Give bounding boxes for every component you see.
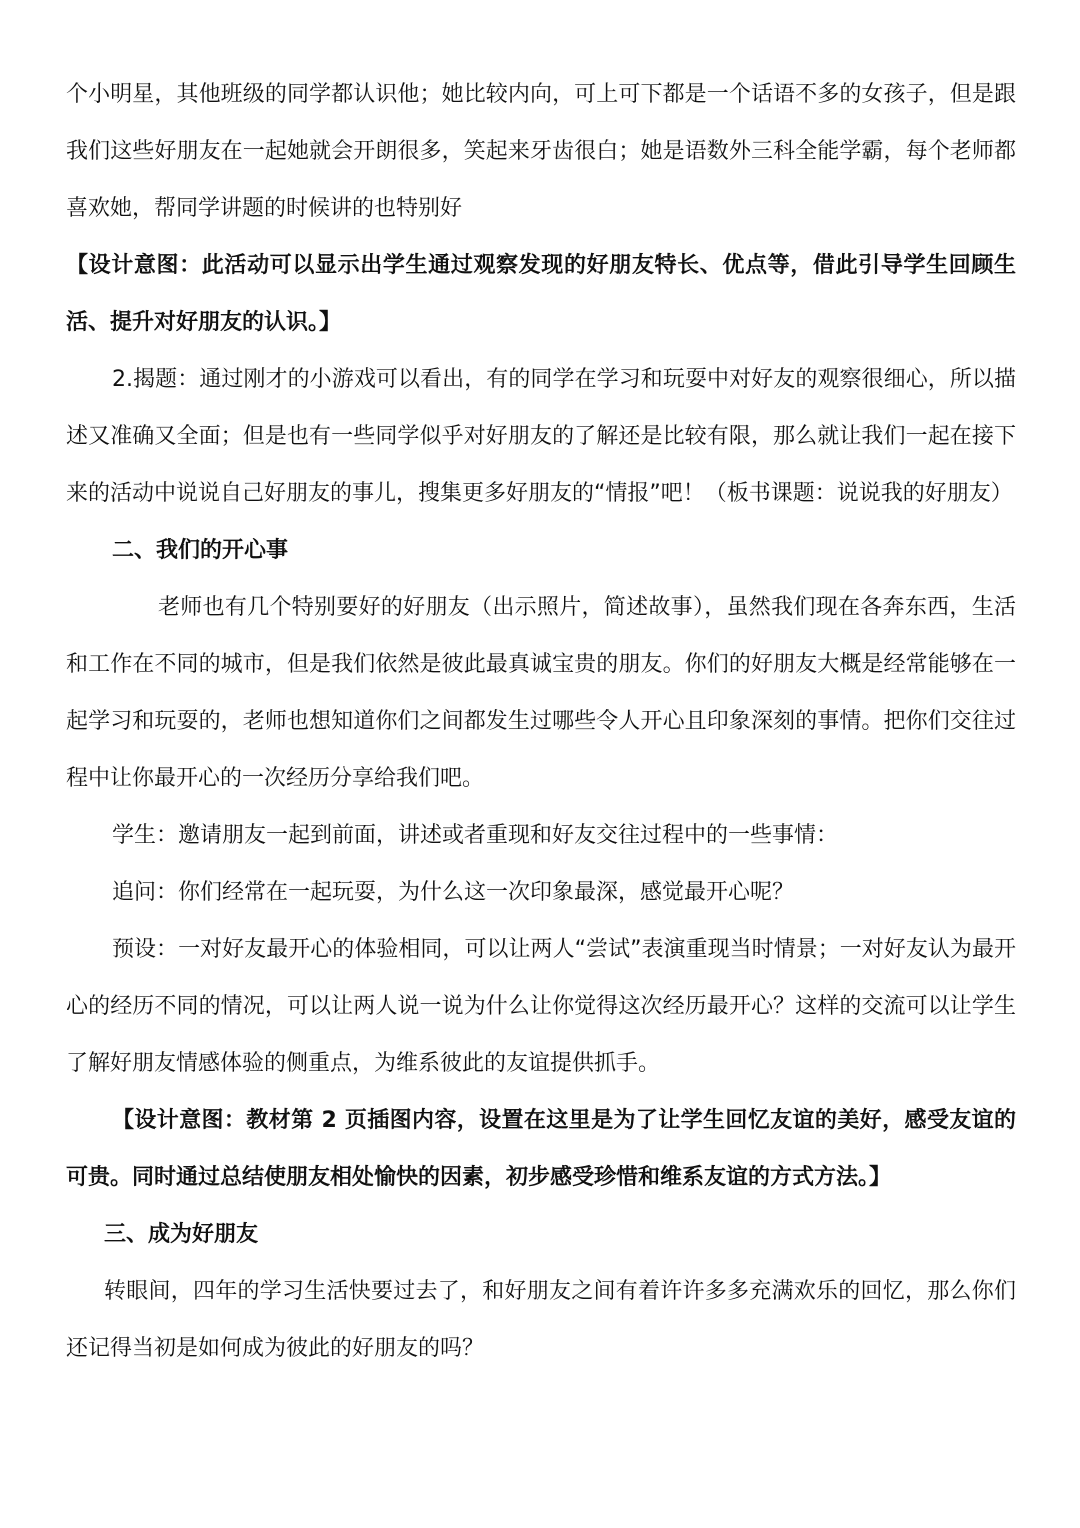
paragraph-students: 学生：邀请朋友一起到前面，讲述或者重现和好友交往过程中的一些事情： (112, 823, 839, 848)
paragraph-reveal-topic: 2.揭题：通过刚才的小游戏可以看出，有的同学在学习和玩耍中对好友的观察很细心，所以描述又准确又全面；但是也有一些同学似乎对好朋友的了解还是比较有限，那么就让我们一起在接下来的活动中说说自己好朋友的事儿，搜集更多好朋友的“情报”吧！（板书课题：说说我的好朋友） (66, 367, 1016, 506)
design-intent-note-1: 【设计意图：此活动可以显示出学生通过观察发现的好朋友特长、优点等，借此引导学生回顾生活、提升对好朋友的认识。】 (66, 253, 1016, 335)
section-heading-happy-things: 二、我们的开心事 (112, 538, 289, 563)
design-intent-note-2: 【设计意图：教材第 2 页插图内容，设置在这里是为了让学生回忆友谊的美好，感受友谊的可贵。同时通过总结使朋友相处愉快的因素，初步感受珍惜和维系友谊的方式方法。】 (66, 1108, 1016, 1190)
paragraph-teacher-friends: 老师也有几个特别要好的好朋友（出示照片，简述故事），虽然我们现在各奔东西，生活和工作在不同的城市，但是我们依然是彼此最真诚宝贵的朋友。你们的好朋友大概是经常能够在一起学习和玩耍的，老师也想知道你们之间都发生过哪些令人开心且印象深刻的事情。把你们交往过程中让你最开心的一次经历分享给我们吧。 (66, 595, 1016, 791)
paragraph-recall-friendship: 转眼间，四年的学习生活快要过去了，和好朋友之间有着许许多多充满欢乐的回忆，那么你们还记得当初是如何成为彼此的好朋友的吗？ (66, 1279, 1016, 1361)
paragraph-friend-description: 个小明星，其他班级的同学都认识他；她比较内向，可上可下都是一个话语不多的女孩子，但是跟我们这些好朋友在一起她就会开朗很多，笑起来牙齿很白；她是语数外三科全能学霸，每个老师都喜欢她，帮同学讲题的时候讲的也特别好 (66, 82, 1016, 221)
document-page (66, 66, 1016, 1377)
section-heading-become-friends: 三、成为好朋友 (104, 1222, 259, 1247)
paragraph-follow-up-question: 追问：你们经常在一起玩耍，为什么这一次印象最深，感觉最开心呢？ (112, 880, 795, 905)
paragraph-presupposition: 预设：一对好友最开心的体验相同，可以让两人“尝试”表演重现当时情景；一对好友认为最开心的经历不同的情况，可以让两人说一说为什么让你觉得这次经历最开心？这样的交流可以让学生了解好朋友情感体验的侧重点，为维系彼此的友谊提供抓手。 (66, 937, 1016, 1076)
